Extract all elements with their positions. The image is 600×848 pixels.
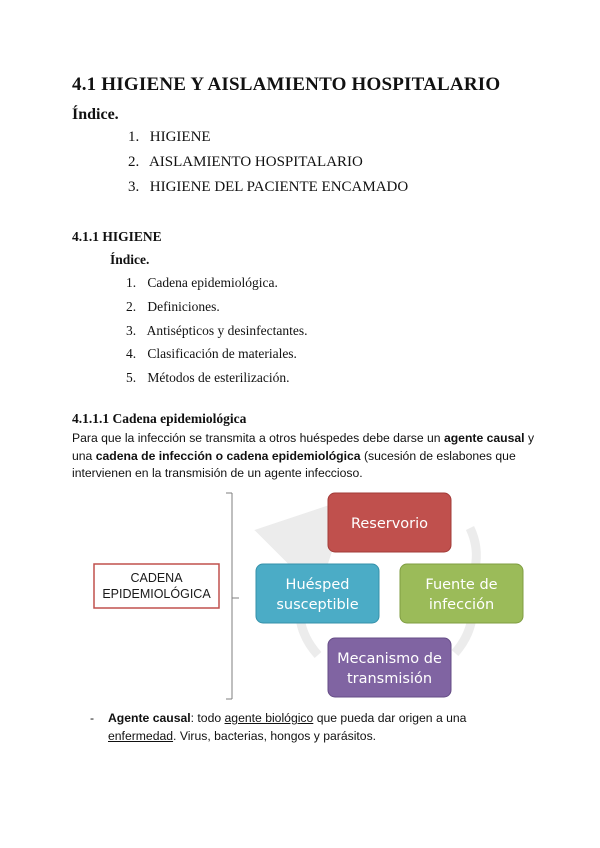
node-label: infección bbox=[428, 597, 495, 613]
page-title: 4.1 HIGIENE Y AISLAMIENTO HOSPITALARIO bbox=[72, 74, 501, 95]
cycle-arrow bbox=[302, 530, 318, 553]
subindex-item-number: 4. bbox=[126, 346, 137, 362]
node-label: transmisión bbox=[346, 671, 433, 687]
cycle-arrow bbox=[470, 528, 476, 568]
cycle-arrow bbox=[300, 618, 318, 655]
subindex-item-label: Clasificación de materiales. bbox=[147, 346, 297, 362]
subindex-item-label: Antisépticos y desinfectantes. bbox=[146, 322, 308, 338]
index-item-number: 3. bbox=[128, 179, 140, 195]
index-item-number: 2. bbox=[128, 154, 140, 170]
index-item bbox=[128, 128, 408, 153]
intro-paragraph bbox=[72, 430, 542, 483]
bullet-text-part: que pueda dar origen a una bbox=[313, 711, 467, 725]
node-label: Mecanismo de bbox=[337, 651, 442, 667]
bullet-text bbox=[108, 710, 528, 745]
paragraph-bold-term: agente causal bbox=[443, 431, 525, 445]
index-item bbox=[128, 178, 408, 203]
diagram-label-line2: EPIDEMIOLÓGICA bbox=[102, 587, 211, 601]
subindex-item-number: 5. bbox=[126, 370, 137, 386]
paragraph-bold-term: cadena de infección o cadena epidemiológica bbox=[95, 448, 361, 463]
subindex-item bbox=[126, 323, 307, 347]
index-item-number: 1. bbox=[128, 129, 140, 145]
main-index-list bbox=[128, 128, 408, 203]
sub-index-list bbox=[126, 275, 307, 394]
subindex-item-label: Métodos de esterilización. bbox=[147, 370, 290, 386]
index-item bbox=[128, 153, 408, 178]
section-heading-cadena: 4.1.1.1 Cadena epidemiológica bbox=[72, 411, 247, 426]
subindex-item-label: Cadena epidemiológica. bbox=[147, 275, 278, 290]
index-item-label: HIGIENE DEL PACIENTE ENCAMADO bbox=[149, 179, 409, 195]
subindex-item bbox=[126, 346, 307, 370]
subindex-item-number: 1. bbox=[126, 275, 137, 290]
subindex-heading: Índice. bbox=[110, 252, 150, 267]
bracket bbox=[226, 493, 239, 699]
node-huesped-susceptible bbox=[256, 564, 379, 623]
subindex-item bbox=[126, 299, 307, 323]
bullet-text-part: : todo bbox=[190, 711, 225, 725]
node-label: Fuente de bbox=[425, 577, 498, 593]
node-label: Reservorio bbox=[350, 516, 429, 532]
paragraph-text: y una bbox=[72, 431, 535, 463]
node-label: susceptible bbox=[276, 597, 359, 613]
diagram-label-line1: CADENA bbox=[130, 571, 183, 585]
bullet-text-part: . Virus, bacterias, hongos y parásitos. bbox=[173, 728, 377, 743]
subindex-item-number: 3. bbox=[126, 322, 137, 338]
bullet-term: Agente causal bbox=[108, 711, 191, 725]
epidemiological-chain-diagram bbox=[0, 488, 600, 708]
paragraph-text: Para que la infección se transmita a otros huéspedes debe darse un bbox=[72, 431, 444, 445]
link-agente-biologico[interactable]: agente biológico bbox=[224, 711, 314, 725]
index-item-label: HIGIENE bbox=[149, 129, 211, 145]
node-fuente-infeccion bbox=[400, 564, 523, 623]
bullet-dash: - bbox=[90, 711, 95, 725]
subindex-item bbox=[126, 370, 307, 394]
subindex-item-number: 2. bbox=[126, 298, 137, 314]
index-heading: Índice. bbox=[72, 106, 119, 123]
node-mecanismo-transmision bbox=[328, 638, 451, 697]
subindex-item-label: Definiciones. bbox=[147, 298, 220, 314]
index-item-label: AISLAMIENTO HOSPITALARIO bbox=[148, 154, 363, 170]
section-heading-higiene: 4.1.1 HIGIENE bbox=[72, 229, 162, 244]
node-label: Huésped bbox=[285, 577, 350, 593]
link-enfermedad[interactable]: enfermedad bbox=[108, 728, 174, 743]
paragraph-text: (sucesión de eslabones que intervienen en la transmisión de un agente infeccioso. bbox=[72, 448, 516, 480]
subindex-item bbox=[126, 275, 307, 299]
node-reservorio bbox=[328, 493, 451, 552]
